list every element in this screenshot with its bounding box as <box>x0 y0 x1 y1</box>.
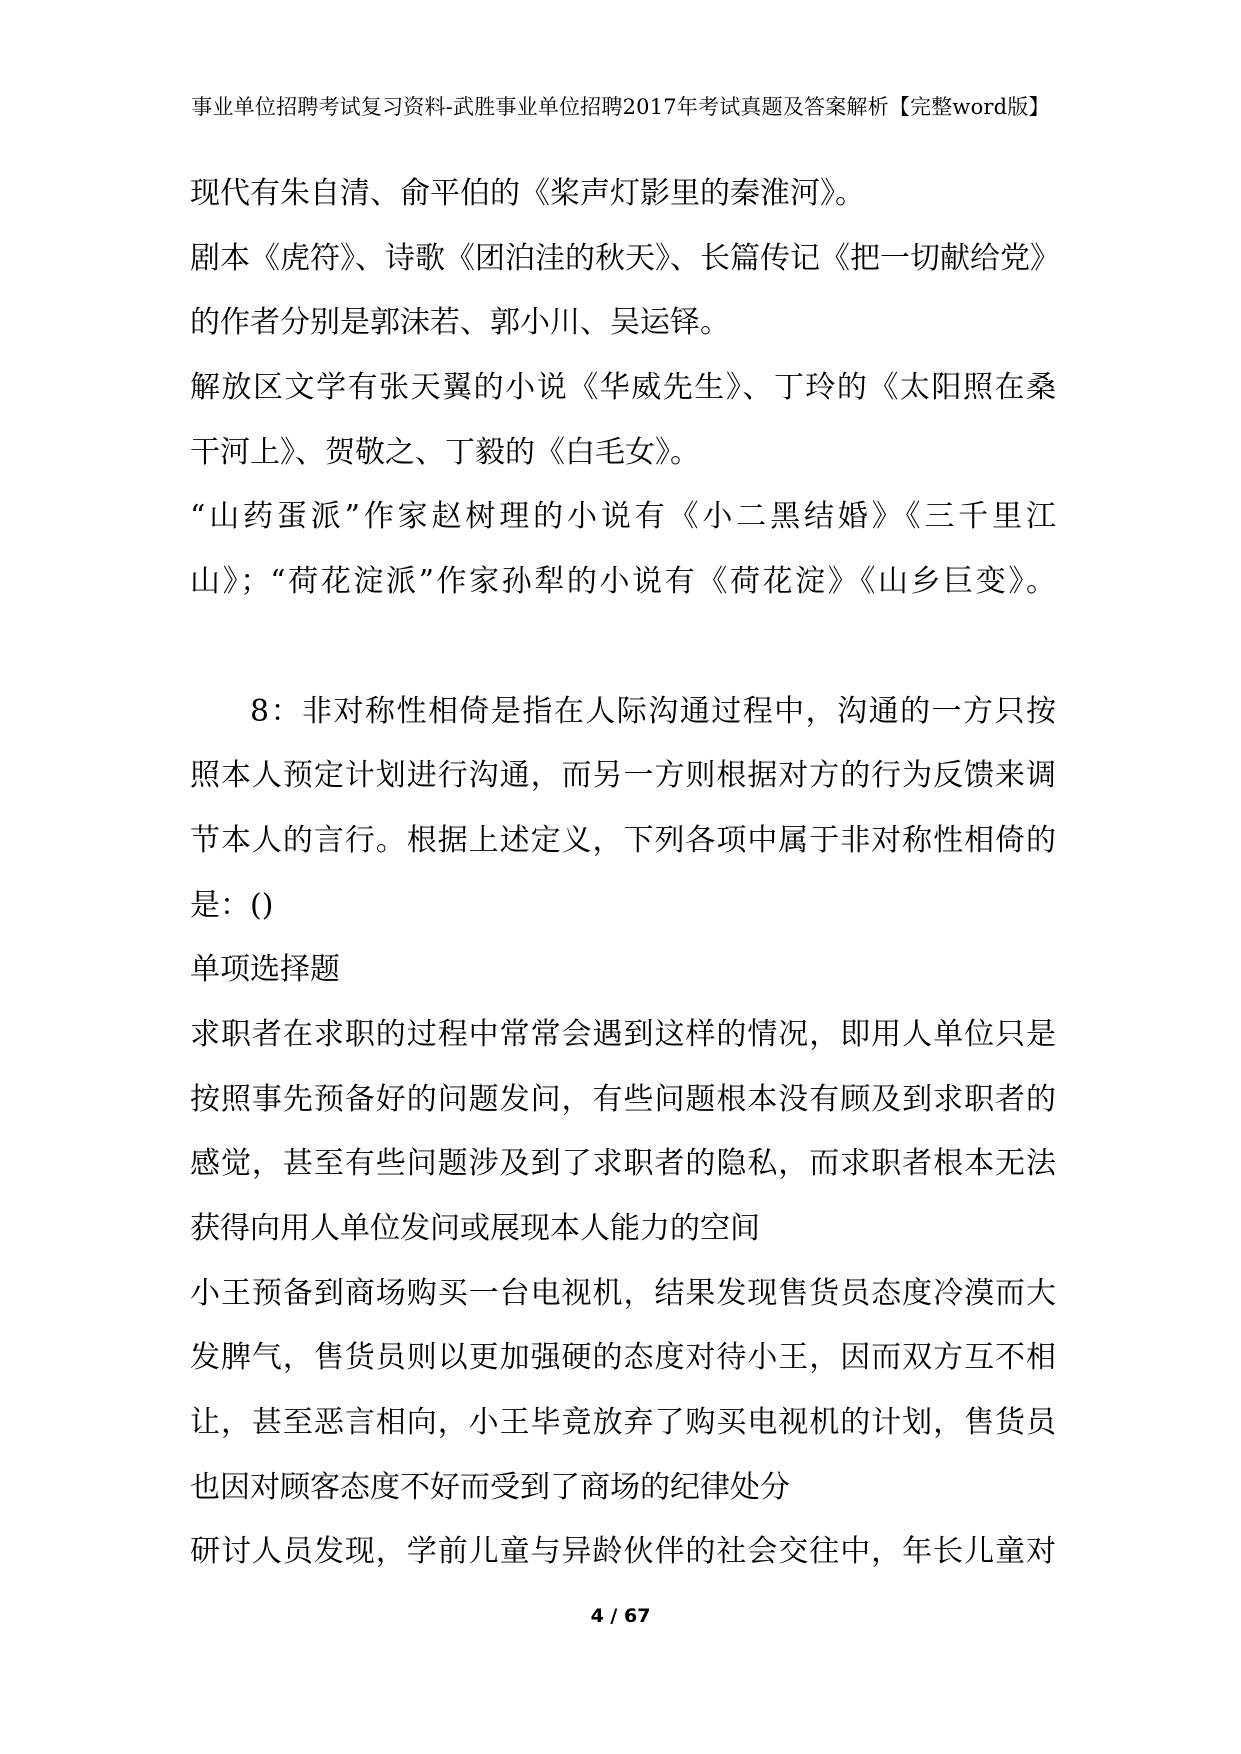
text-line: 山》；“荷花淀派”作家孙犁的小说有《荷花淀》《山乡巨变》。 <box>190 564 1056 600</box>
option-line: 也因对顾客态度不好而受到了商场的纪律处分 <box>190 1469 790 1505</box>
question-stem-line: 8：非对称性相倚是指在人际沟通过程中，沟通的一方只按 <box>250 693 1056 729</box>
question-type-label: 单项选择题 <box>190 952 340 988</box>
text-line: 现代有朱自清、俞平伯的《桨声灯影里的秦淮河》。 <box>190 176 865 211</box>
text-line: 的作者分别是郭沫若、郭小川、吴运铎。 <box>190 305 730 341</box>
paragraph-gap <box>190 615 1056 680</box>
option-line: 感觉，甚至有些问题涉及到了求职者的隐私，而求职者根本无法 <box>190 1146 1056 1182</box>
option-line: 研讨人员发现，学前儿童与异龄伙伴的社会交往中，年长儿童对 <box>190 1534 1056 1570</box>
question-stem-line: 节本人的言行。根据上述定义，下列各项中属于非对称性相倚的 <box>190 822 1056 858</box>
text-line: 干河上》、贺敬之、丁毅的《白毛女》。 <box>190 434 700 470</box>
option-line: 求职者在求职的过程中常常会遇到这样的情况，即用人单位只是 <box>190 1016 1056 1052</box>
question-stem-line: 是：() <box>190 887 274 923</box>
page-number: 4 / 67 <box>590 1605 651 1627</box>
text-line: “山药蛋派”作家赵树理的小说有《小二黑结婚》《三千里江 <box>190 499 1056 535</box>
text-line: 剧本《虎符》、诗歌《团泊洼的秋天》、长篇传记《把一切献给党》 <box>190 240 1060 276</box>
text-line: 解放区文学有张天翼的小说《华威先生》、丁玲的《太阳照在桑 <box>190 370 1056 406</box>
option-line: 获得向用人单位发问或展现本人能力的空间 <box>190 1211 760 1246</box>
document-header: 事业单位招聘考试复习资料-武胜事业单位招聘2017年考试真题及答案解析【完整word版】 <box>191 95 1050 119</box>
option-line: 让，甚至恶言相向，小王毕竟放弃了购买电视机的计划，售货员 <box>190 1405 1056 1441</box>
option-line: 小王预备到商场购买一台电视机，结果发现售货员态度冷漠而大 <box>190 1275 1056 1311</box>
option-line: 按照事先预备好的问题发问，有些问题根本没有顾及到求职者的 <box>190 1081 1056 1117</box>
question-stem-line: 照本人预定计划进行沟通，而另一方则根据对方的行为反馈来调 <box>190 758 1056 794</box>
document-body <box>190 162 1060 1585</box>
option-line: 发脾气，售货员则以更加强硬的态度对待小王，因而双方互不相 <box>190 1340 1056 1376</box>
